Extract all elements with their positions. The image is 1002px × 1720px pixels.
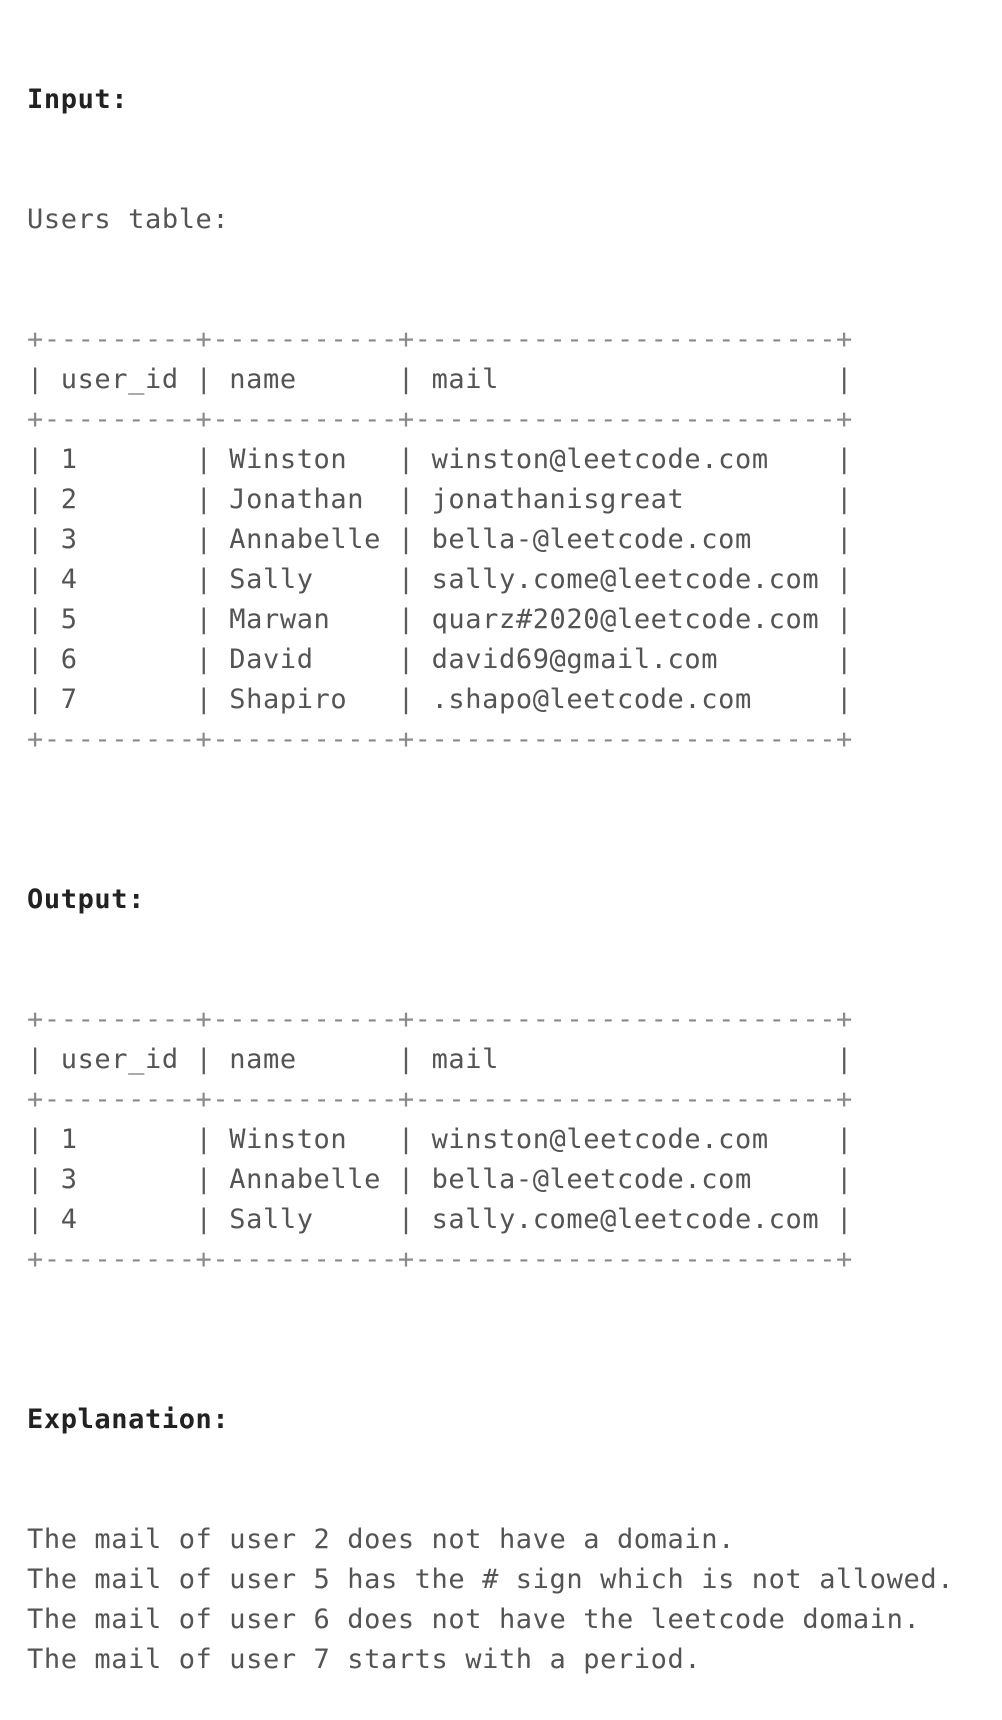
table-border-bottom: +---------+-----------+-------------------------+ [27,724,853,755]
cell-mail: bella-@leetcode.com [431,1164,837,1195]
cell-mail: winston@leetcode.com [431,444,837,475]
cell-name: Winston [229,444,398,475]
table-row: | 5 | Marwan | quarz#2020@leetcode.com | [27,604,853,635]
explanation-heading: Explanation: [27,1404,230,1435]
cell-user-id: 6 [60,644,196,675]
table-header-row: | user_id | name | mail | [27,364,853,395]
cell-name: Jonathan [229,484,398,515]
input-table [27,320,954,760]
explanation-line: The mail of user 6 does not have the leetcode domain. [27,1604,921,1635]
table-row: | 3 | Annabelle | bella-@leetcode.com | [27,524,853,555]
table-row: | 1 | Winston | winston@leetcode.com | [27,444,853,475]
cell-mail: quarz#2020@leetcode.com [431,604,837,635]
cell-user-id: 2 [60,484,196,515]
cell-user-id: 7 [60,684,196,715]
cell-mail: winston@leetcode.com [431,1124,837,1155]
cell-name: David [229,644,398,675]
cell-mail: jonathanisgreat [431,484,837,515]
input-table-caption: Users table: [27,204,230,235]
output-table [27,1000,954,1280]
column-header-mail: mail [431,364,837,395]
input-heading: Input: [27,84,129,115]
cell-user-id: 1 [60,444,196,475]
table-border-top: +---------+-----------+-------------------------+ [27,324,853,355]
cell-name: Sally [229,564,398,595]
explanation-line: The mail of user 2 does not have a domain. [27,1524,735,1555]
cell-name: Sally [229,1204,398,1235]
cell-name: Shapiro [229,684,398,715]
table-row: | 6 | David | david69@gmail.com | [27,644,853,675]
table-border-header: +---------+-----------+-------------------------+ [27,1084,853,1115]
cell-name: Annabelle [229,524,398,555]
table-border-bottom: +---------+-----------+-------------------------+ [27,1244,853,1275]
cell-user-id: 4 [60,1204,196,1235]
output-heading: Output: [27,884,145,915]
explanation-lines [27,1520,954,1680]
table-row: | 3 | Annabelle | bella-@leetcode.com | [27,1164,853,1195]
explanation-line: The mail of user 7 starts with a period. [27,1644,702,1675]
cell-mail: bella-@leetcode.com [431,524,837,555]
cell-name: Annabelle [229,1164,398,1195]
column-header-mail: mail [431,1044,837,1075]
cell-mail: sally.come@leetcode.com [431,564,837,595]
table-header-row: | user_id | name | mail | [27,1044,853,1075]
cell-user-id: 3 [60,1164,196,1195]
table-row: | 4 | Sally | sally.come@leetcode.com | [27,1204,853,1235]
table-border-header: +---------+-----------+-------------------------+ [27,404,853,435]
table-border-top: +---------+-----------+-------------------------+ [27,1004,853,1035]
cell-user-id: 1 [60,1124,196,1155]
explanation-line: The mail of user 5 has the # sign which is not allowed. [27,1564,955,1595]
table-row: | 1 | Winston | winston@leetcode.com | [27,1124,853,1155]
column-header-user-id: user_id [60,364,196,395]
cell-mail: sally.come@leetcode.com [431,1204,837,1235]
cell-user-id: 3 [60,524,196,555]
cell-mail: david69@gmail.com [431,644,837,675]
table-row: | 2 | Jonathan | jonathanisgreat | [27,484,853,515]
table-row: | 4 | Sally | sally.come@leetcode.com | [27,564,853,595]
cell-user-id: 4 [60,564,196,595]
column-header-user-id: user_id [60,1044,196,1075]
cell-mail: .shapo@leetcode.com [431,684,837,715]
column-header-name: name [229,364,398,395]
cell-user-id: 5 [60,604,196,635]
cell-name: Winston [229,1124,398,1155]
cell-name: Marwan [229,604,398,635]
example-document [27,0,954,1720]
table-row: | 7 | Shapiro | .shapo@leetcode.com | [27,684,853,715]
column-header-name: name [229,1044,398,1075]
